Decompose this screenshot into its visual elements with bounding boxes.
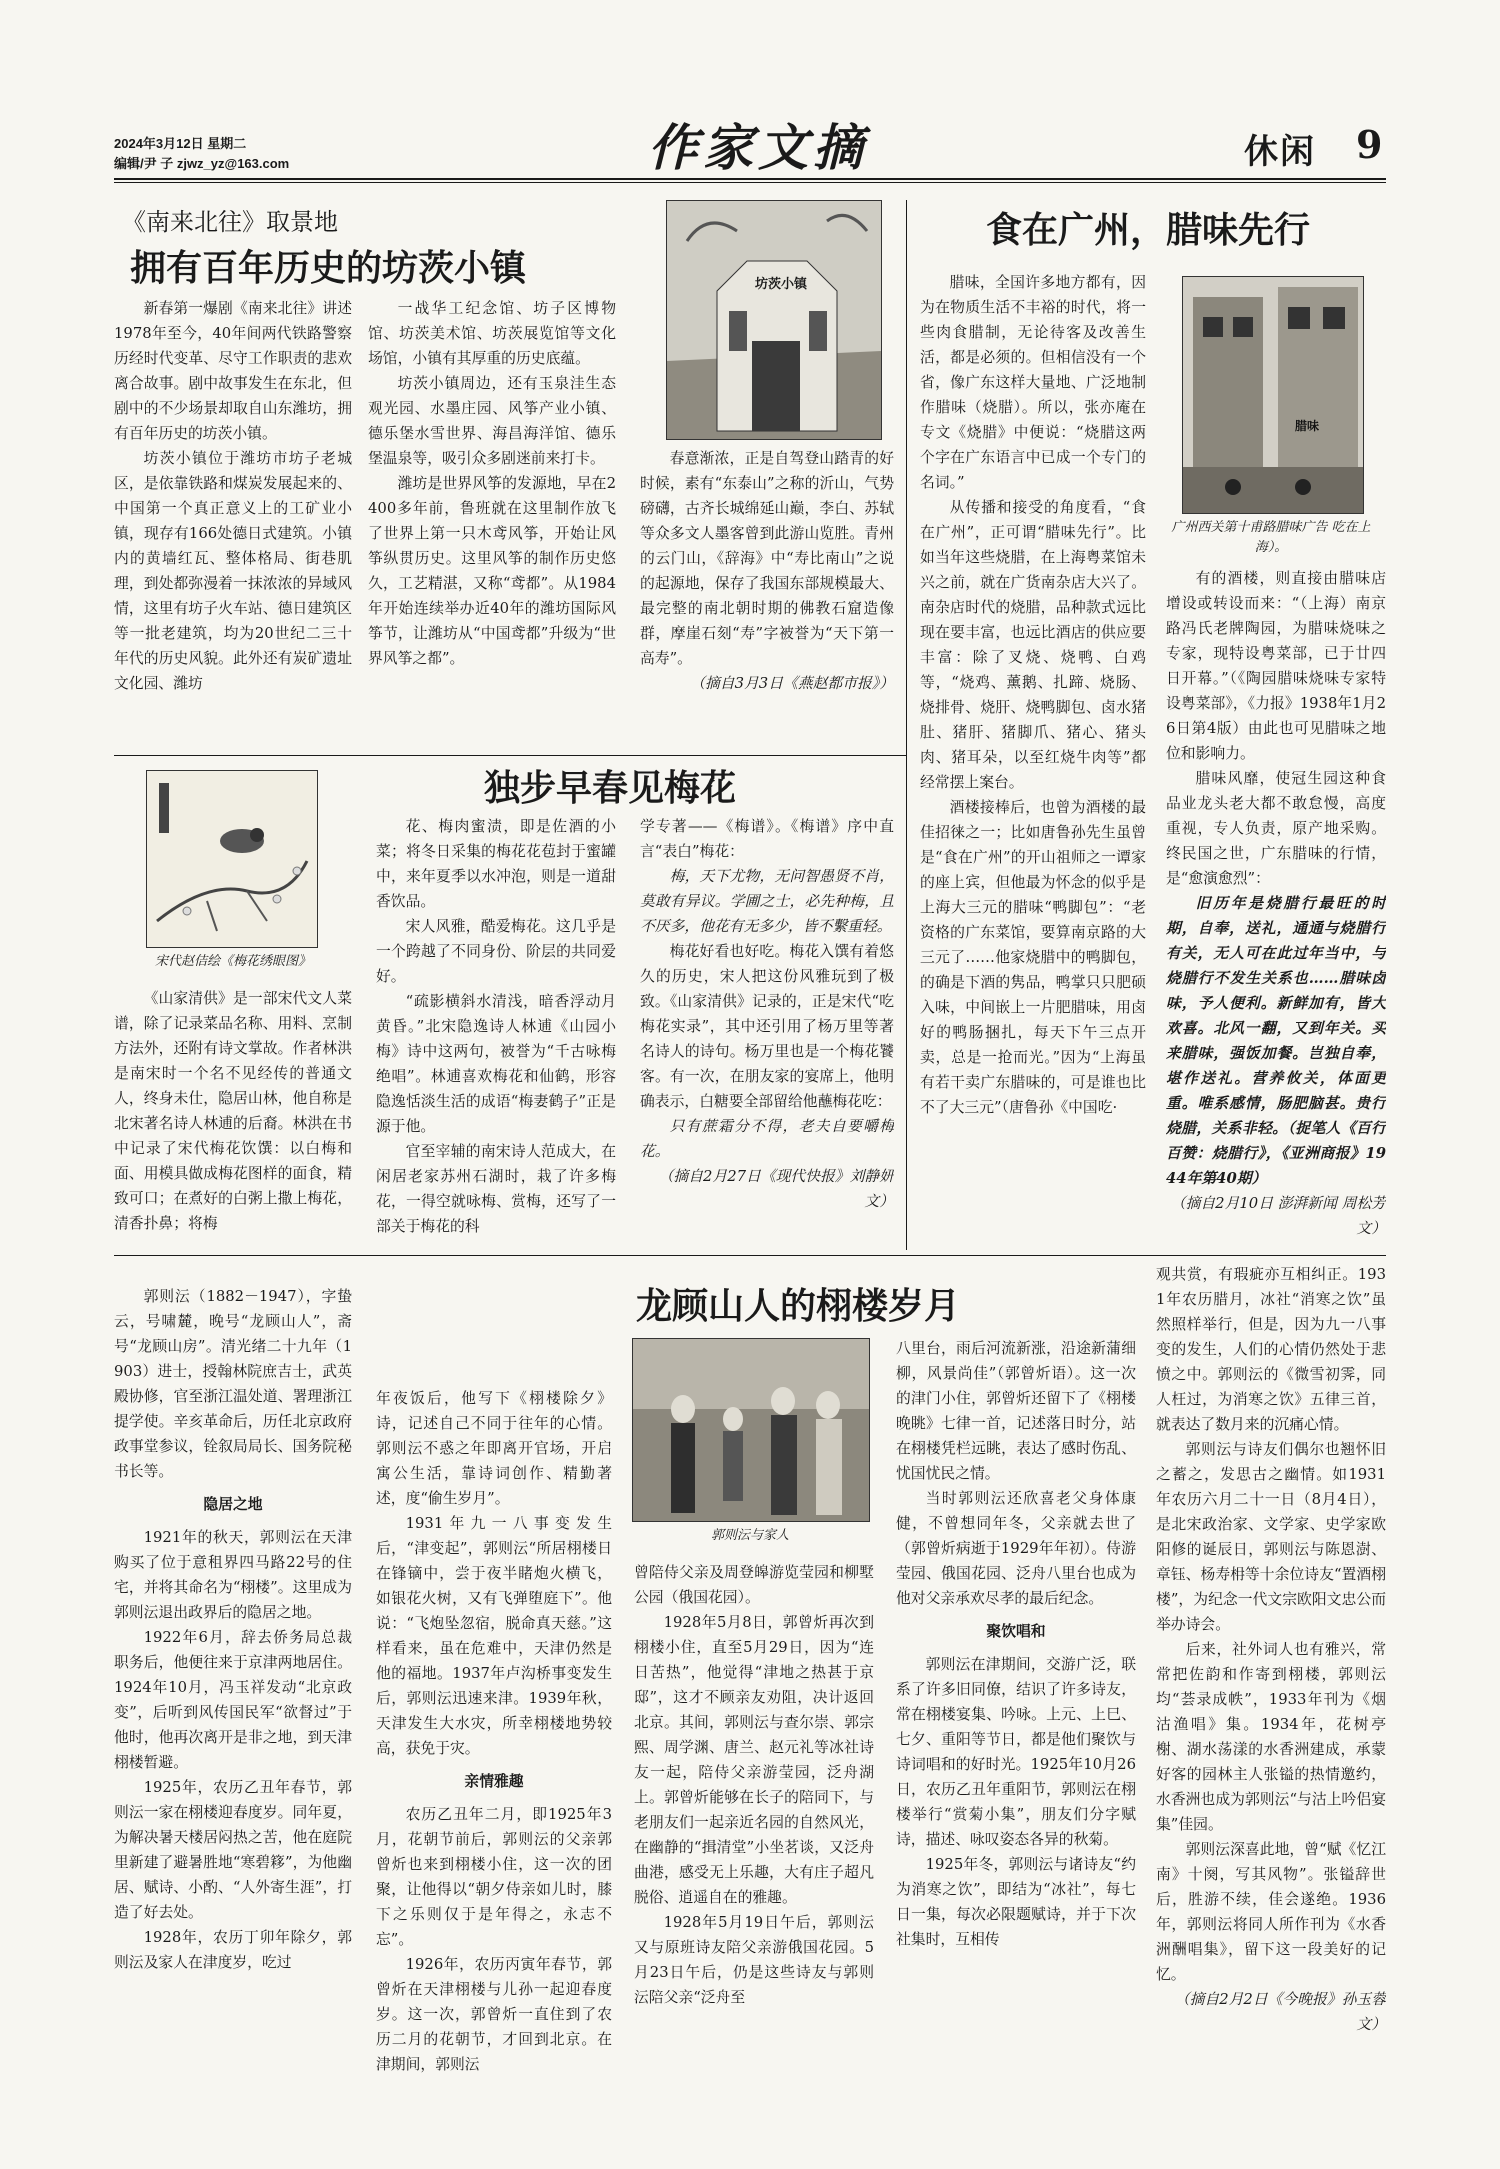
section-name: 休闲 xyxy=(1244,132,1316,172)
credit: （摘自2月27日《现代快报》刘静妍文） xyxy=(658,1168,894,1210)
art4-caption: 郭则沄与家人 xyxy=(710,1528,789,1543)
art1-col1 xyxy=(114,296,352,744)
issue-date: 2024年3月12日 星期二 xyxy=(114,136,247,151)
plum-painting xyxy=(147,771,317,947)
art3-photo xyxy=(1182,276,1364,514)
divider xyxy=(114,1255,1386,1256)
paragraph: 官至宰辅的南宋诗人范成大，在闲居老家苏州石湖时，栽了许多梅花，一得空就咏梅、赏梅，还写了一部关于梅花的科 xyxy=(376,1143,616,1235)
paragraph: 1931年九一八事变发生后，“津变起”，郭则沄“所居栩楼日在锋镝中，尝于夜半睹炮火横飞，如银花火树，又有飞弹堕庭下”。他说：“飞炮坠忽宿，脱命真天慈。”这样看来，虽在危难中，天津仍然是他的福地。1937年卢沟桥事变发生后，郭则沄迅速来津。1939年秋，天津发生大水灾，所幸栩楼地势较高，获免于灾。 xyxy=(376,1515,612,1757)
paragraph: 1926年，农历丙寅年春节，郭曾炘在天津栩楼与儿孙一起迎春度岁。这一次，郭曾炘一直住到了农历二月的花朝节，才回到北京。在津期间，郭则沄 xyxy=(376,1956,612,2073)
paragraph: 从传播和接受的角度看，“食在广州”，正可谓“腊味先行”。比如当年这些烧腊，在上海粤菜馆未兴之前，就在广货南杂店大兴了。南杂店时代的烧腊，品种款式远比现在要丰富，也远比酒店的供应要丰富：除了叉烧、烧鸭、白鸡等，“烧鸡、薰鹅、扎蹄、烧肠、烧排骨、烧肝、烧鸭脚包、卤水猪肚、猪肝、猪脚爪、猪心、猪头肉、猪耳朵，以至红烧牛肉等”都经常摆上案台。 xyxy=(920,499,1146,791)
header-rule xyxy=(114,178,1386,180)
art3-col2 xyxy=(1166,566,1386,1250)
paragraph: 1925年，农历乙丑年春节，郭则沄一家在栩楼迎春度岁。同年夏，为解决暑天楼居闷热之苦，他在庭院里新建了避暑胜地“寒碧簃”，为他幽居、赋诗、小酌、“人外寄生涯”，打造了好去处。 xyxy=(114,1779,352,1921)
art4-col5 xyxy=(1156,1262,1386,2166)
art3-title: 食在广州，腊味先行 xyxy=(986,209,1311,251)
building-photo xyxy=(667,201,881,439)
paragraph: 1928年5月8日，郭曾炘再次到栩楼小住，直至5月29日，因为“连日苦热”，他觉得“津地之热甚于京邸”，这才不顾亲友劝阻，决计返回北京。其间，郭则沄与查尔崇、郭宗熙、周学渊、唐兰、赵元礼等冰社诗友一起，陪侍父亲游莹园，泛舟湖上。郭曾炘能够在长子的陪同下，与老朋友们一起亲近名园的自然风光，在幽静的“揖清堂”小坐茗谈，又泛舟曲港，感受无上乐趣，大有庄子超凡脱俗、逍遥自在的雅趣。 xyxy=(634,1614,874,1906)
paragraph: 年夜饭后，他写下《栩楼除夕》诗，记述自己不同于往年的心情。郭则沄不惑之年即离开官场，开启寓公生活，靠诗词创作、精勤著述，度“偷生岁月”。 xyxy=(376,1390,612,1507)
paragraph: 1928年5月19日午后，郭则沄又与原班诗友陪父亲游俄国花园。5月23日午后，仍是这些诗友与郭则沄陪父亲“泛舟至 xyxy=(634,1914,874,2006)
art4-title: 龙顾山人的栩楼岁月 xyxy=(636,1285,961,1327)
credit: （摘自3月3日《燕赵都市报》） xyxy=(690,675,894,692)
art4-col4 xyxy=(896,1336,1136,2166)
family-photo xyxy=(633,1339,869,1521)
quote: 只有蔗霜分不得，老夫自要嚼梅花。 xyxy=(640,1118,894,1160)
paragraph: 梅花好看也好吃。梅花入馔有着悠久的历史，宋人把这份风雅玩到了极致。《山家清供》记录的，正是宋代“吃梅花实录”，其中还引用了杨万里等著名诗人的诗句。杨万里也是一个梅花饕客。有一次，在朋友家的宴席上，他明确表示，白糖要全部留给他蘸梅花吃： xyxy=(640,943,894,1110)
art4-col3 xyxy=(634,1560,874,2166)
divider xyxy=(114,755,906,756)
editor-line: 编辑/尹 子 zjwz_yz@163.com xyxy=(114,156,290,171)
paragraph: 有的酒楼，则直接由腊味店增设或转设而来：“（上海）南京路冯氏老牌陶园，为腊味烧味之专家，现特设粤菜部，已于廿四日开幕。”（《陶园腊味烧味专家特设粤菜部》，《力报》1938年1月26日第4版）由此也可见腊味之地位和影响力。 xyxy=(1166,570,1386,762)
credit: （摘自2月2日《今晚报》孙玉蓉文） xyxy=(1174,1991,1386,2033)
paragraph: 1921年的秋天，郭则沄在天津购买了位于意租界四马路22号的住宅，并将其命名为“栩楼”。这里成为郭则沄退出政界后的隐居之地。 xyxy=(114,1529,352,1621)
paragraph: 农历乙丑年二月，即1925年3月，花朝节前后，郭则沄的父亲郭曾炘也来到栩楼小住，这一次的团聚，让他得以“朝夕侍亲如儿时，膝下之乐则仅于是年得之，永志不忘”。 xyxy=(376,1806,612,1948)
building-sign: 坊茨小镇 xyxy=(755,277,808,292)
art1-title: 拥有百年历史的坊茨小镇 xyxy=(130,247,527,289)
art3-caption: 广州西关第十甫路腊味广告 吃在上海）。 xyxy=(1171,520,1371,555)
art2-title: 独步早春见梅花 xyxy=(484,767,737,809)
paragraph: 后来，社外词人也有雅兴，常常把佐韵和作寄到栩楼，郭则沄均“荟录成帙”，1933年刊为《烟沽渔唱》集。1934年，花树亭榭、湖水荡漾的水香洲建成，承蒙好客的园林主人张镒的热情邀约，水香洲也成为郭则沄“与沽上吟侣宴集”佳园。 xyxy=(1156,1641,1386,1833)
art1-col3 xyxy=(640,446,894,748)
paragraph: 潍坊是世界风筝的发源地，早在2400多年前，鲁班就在这里制作放飞了世界上第一只木鸢风筝，开始让风筝纵贯历史。这里风筝的制作历史悠久，工艺精湛，又称“鸢都”。从1984年开始连续举办近40年的潍坊国际风筝节，让潍坊从“中国鸢都”升级为“世界风筝之都”。 xyxy=(368,475,616,667)
paragraph: 《山家清供》是一部宋代文人菜谱，除了记录菜品名称、用料、烹制方法外，还附有诗文掌故。作者林洪是南宋时一个名不见经传的普通文人，终身未仕，隐居山林，他自称是北宋著名诗人林逋的后裔。林洪在书中记录了宋代梅花饮馔：以白梅和面、用模具做成梅花图样的面食，精致可口；在煮好的白粥上撒上梅花，清香扑鼻；将梅 xyxy=(114,990,352,1232)
masthead-logo: 作家文摘 xyxy=(648,118,868,177)
shop-sign: 腊味 xyxy=(1295,419,1320,433)
art2-col2 xyxy=(376,814,616,1246)
paragraph: 新春第一爆剧《南来北往》讲述1978年至今，40年间两代铁路警察历经时代变革、尽守工作职责的悲欢离合故事。剧中故事发生在东北，但剧中的不少场景却取自山东潍坊，拥有百年历史的坊茨小镇。 xyxy=(114,300,352,442)
paragraph: 花、梅肉蜜渍，即是佐酒的小菜；将冬日采集的梅花花苞封于蜜罐中，来年夏季以水冲泡，则是一道甜香饮品。 xyxy=(376,818,616,910)
paragraph: 腊味风靡，使冠生园这种食品业龙头老大都不敢怠慢，高度重视，专人负责，原产地采购。终民国之世，广东腊味的行情，是“愈演愈烈”： xyxy=(1166,770,1386,887)
paragraph: 郭则沄（1882－1947），字蛰云，号啸麓，晚号“龙顾山人”，斋号“龙顾山房”。清光绪二十九年（1903）进士，授翰林院庶吉士，武英殿协修，官至浙江温处道、署理浙江提学使。辛亥革命后，历任北京政府政事堂参议，铨叙局局长、国务院秘书长等。 xyxy=(114,1288,352,1480)
subheading: 聚饮唱和 xyxy=(986,1623,1046,1640)
quote: 梅，天下尤物，无问智愚贤不肖，莫敢有异议。学圃之士，必先种梅，且不厌多，他花有无多少，皆不繫重轻。 xyxy=(640,868,894,935)
paragraph: 一战华工纪念馆、坊子区博物馆、坊茨美术馆、坊茨展览馆等文化场馆，小镇有其厚重的历史底蕴。 xyxy=(368,300,616,367)
subheading: 隐居之地 xyxy=(203,1496,263,1513)
paragraph: 郭则沄深喜此地，曾“赋《忆江南》十阕，写其风物”。张镒辞世后，胜游不续，佳会遂绝。1936年，郭则沄将同人所作刊为《水香洲酬唱集》，留下这一段美好的记忆。 xyxy=(1156,1841,1386,1983)
art1-col2 xyxy=(368,296,616,744)
paragraph: “疏影横斜水清浅，暗香浮动月黄昏。”北宋隐逸诗人林逋《山园小梅》诗中这两句，被誉为“千古咏梅绝唱”。林逋喜欢梅花和仙鹤，形容隐逸恬淡生活的成语“梅妻鹤子”正是源于他。 xyxy=(376,993,616,1135)
street-photo xyxy=(1183,277,1363,513)
paragraph: 春意渐浓，正是自驾登山踏青的好时候，素有“东泰山”之称的沂山，气势磅礴，古齐长城绵延山巅，李白、苏轼等众多文人墨客曾到此游山览胜。青州的云门山，《辞海》中“寿比南山”之说的起源地，保存了我国东部规模最大、最完整的南北朝时期的佛教石窟造像群，摩崖石刻“寿”字被誉为“天下第一高寿”。 xyxy=(640,450,894,667)
page-number: 9 xyxy=(1356,122,1383,167)
paragraph: 酒楼接棒后，也曾为酒楼的最佳招徕之一；比如唐鲁孙先生虽曾是“食在广州”的开山祖师之一谭家的座上宾，但他最为怀念的似乎是上海大三元的腊味“鸭脚包”：“老资格的广东菜馆，要算南京路的大三元了……他家烧腊中的鸭脚包，的确是下酒的隽品，鸭掌只只肥硕入味，中间嵌上一片肥腊味，用卤好的鸭肠捆扎，每天下午三点开卖，总是一抢而光。”因为“上海虽有若干卖广东腊味的，可是谁也比不了大三元”（唐鲁孙《中国吃· xyxy=(920,799,1146,1116)
art4-col2 xyxy=(376,1386,612,2166)
art1-kicker: 《南来北往》取景地 xyxy=(122,208,338,236)
subheading: 亲情雅趣 xyxy=(464,1773,524,1790)
paragraph: 宋人风雅，酷爱梅花。这几乎是一个跨越了不同身份、阶层的共同爱好。 xyxy=(376,918,616,985)
paragraph: 郭则沄与诗友们偶尔也翘怀旧之蓄之，发思古之幽情。如1931年农历六月二十一日（8月4日），是北宋政治家、文学家、史学家欧阳修的诞辰日，郭则沄与陈恩澍、章钰、杨寿枏等十余位诗友“置酒栩楼”，为纪念一代文宗欧阳文忠公而举办诗会。 xyxy=(1156,1441,1386,1633)
divider xyxy=(906,200,907,1250)
paragraph: 1922年6月，辞去侨务局总裁职务后，他便往来于京津两地居住。1924年10月，冯玉祥发动“北京政变”，后听到风传国民军“欲督过”于他时，他再次离开是非之地，到天津栩楼暂避。 xyxy=(114,1629,352,1771)
paragraph: 坊茨小镇位于潍坊市坊子老城区，是依靠铁路和煤炭发展起来的、中国第一个真正意义上的工矿业小镇，现存有166处德日式建筑。小镇内的黄墙红瓦、整体格局、街巷肌理，到处都弥漫着一抹浓浓的异域风情，这里有坊子火车站、德日建筑区等一批老建筑，均为20世纪二三十年代的历史风貌。此外还有炭矿遗址文化园、潍坊 xyxy=(114,450,352,692)
paragraph: 当时郭则沄还欣喜老父身体康健，不曾想同年冬，父亲就去世了（郭曾炘病逝于1929年年初）。侍游莹园、俄国花园、泛舟八里台也成为他对父亲承欢尽孝的最后纪念。 xyxy=(896,1490,1136,1607)
paragraph: 曾陪侍父亲及周登皞游览莹园和柳墅公园（俄国花园）。 xyxy=(634,1564,874,1606)
paragraph: 腊味，全国许多地方都有，因为在物质生活不丰裕的时代，将一些肉食腊制，无论待客及改善生活，都是必须的。但相信没有一个省，像广东这样大量地、广泛地制作腊味（烧腊）。所以，张亦庵在专文《烧腊》中便说：“烧腊这两个字在广东语言中已成一个专门的名词。” xyxy=(920,274,1146,491)
paragraph: 郭则沄在津期间，交游广泛，联系了许多旧同僚，结识了许多诗友，常在栩楼宴集、吟咏。上元、上巳、七夕、重阳等节日，都是他们聚饮与诗词唱和的好时光。1925年10月26日，农历乙丑年重阳节，郭则沄在栩楼举行“赏菊小集”，朋友们分字赋诗，描述、咏叹姿态各异的秋菊。 xyxy=(896,1656,1136,1848)
paragraph: 1928年，农历丁卯年除夕，郭则沄及家人在津度岁，吃过 xyxy=(114,1929,352,1971)
credit: （摘自2月10日 澎湃新闻 周松芳文） xyxy=(1170,1195,1386,1237)
art4-col1 xyxy=(114,1284,352,2164)
paragraph: 坊茨小镇周边，还有玉泉洼生态观光园、水墨庄园、风筝产业小镇、德乐堡水雪世界、海昌海洋馆、德乐堡温泉等，吸引众多剧迷前来打卡。 xyxy=(368,375,616,467)
quote: 旧历年是烧腊行最旺的时期，自奉，送礼，通通与烧腊行有关，无人可在此过年当中，与烧腊行不发生关系也……腊味卤味，予人便利。新鲜加有，皆大欢喜。北风一翻，又到年关。买来腊味，强饭加餐。岂独自奉，堪作送礼。营养攸关，体面更重。唯系感情，肠肥脑甚。贵行烧腊，关系非轻。（捉笔人《百行百赞：烧腊行》，《亚洲商报》1944年第40期） xyxy=(1166,895,1386,1187)
art2-painting xyxy=(146,770,318,948)
art2-col3 xyxy=(640,814,894,1246)
paragraph: 观共赏，有瑕疵亦互相纠正。1931年农历腊月，冰社“消寒之饮”虽然照样举行，但是，因为九一八事变的发生，人们的心情仍然处于悲愤之中。郭则沄的《微雪初霁，同人枉过，为消寒之饮》五律三首，就表达了数月来的沉痛心情。 xyxy=(1156,1266,1386,1433)
paragraph: 学专著——《梅谱》。《梅谱》序中直言“表白”梅花： xyxy=(640,818,894,860)
art4-photo xyxy=(632,1338,870,1522)
paragraph: 1925年冬，郭则沄与诸诗友“约为消寒之饮”，即结为“冰社”，每七日一集，每次必限题赋诗，并于下次社集时，互相传 xyxy=(896,1856,1136,1948)
art3-col1 xyxy=(920,270,1146,1250)
paragraph: 八里台，雨后河流新涨，沿途新蒲细柳，风景尚佳”（郭曾炘语）。这一次的津门小住，郭曾炘还留下了《栩楼晚眺》七律一首，记述落日时分，站在栩楼凭栏远眺，表达了感时伤乱、忧国忧民之情。 xyxy=(896,1340,1136,1482)
art2-caption: 宋代赵佶绘《梅花绣眼图》 xyxy=(154,954,311,969)
art1-photo xyxy=(666,200,882,440)
art2-col1 xyxy=(114,986,352,1246)
seal-stamp-icon xyxy=(159,783,169,833)
header-rule-thin xyxy=(114,182,1386,183)
